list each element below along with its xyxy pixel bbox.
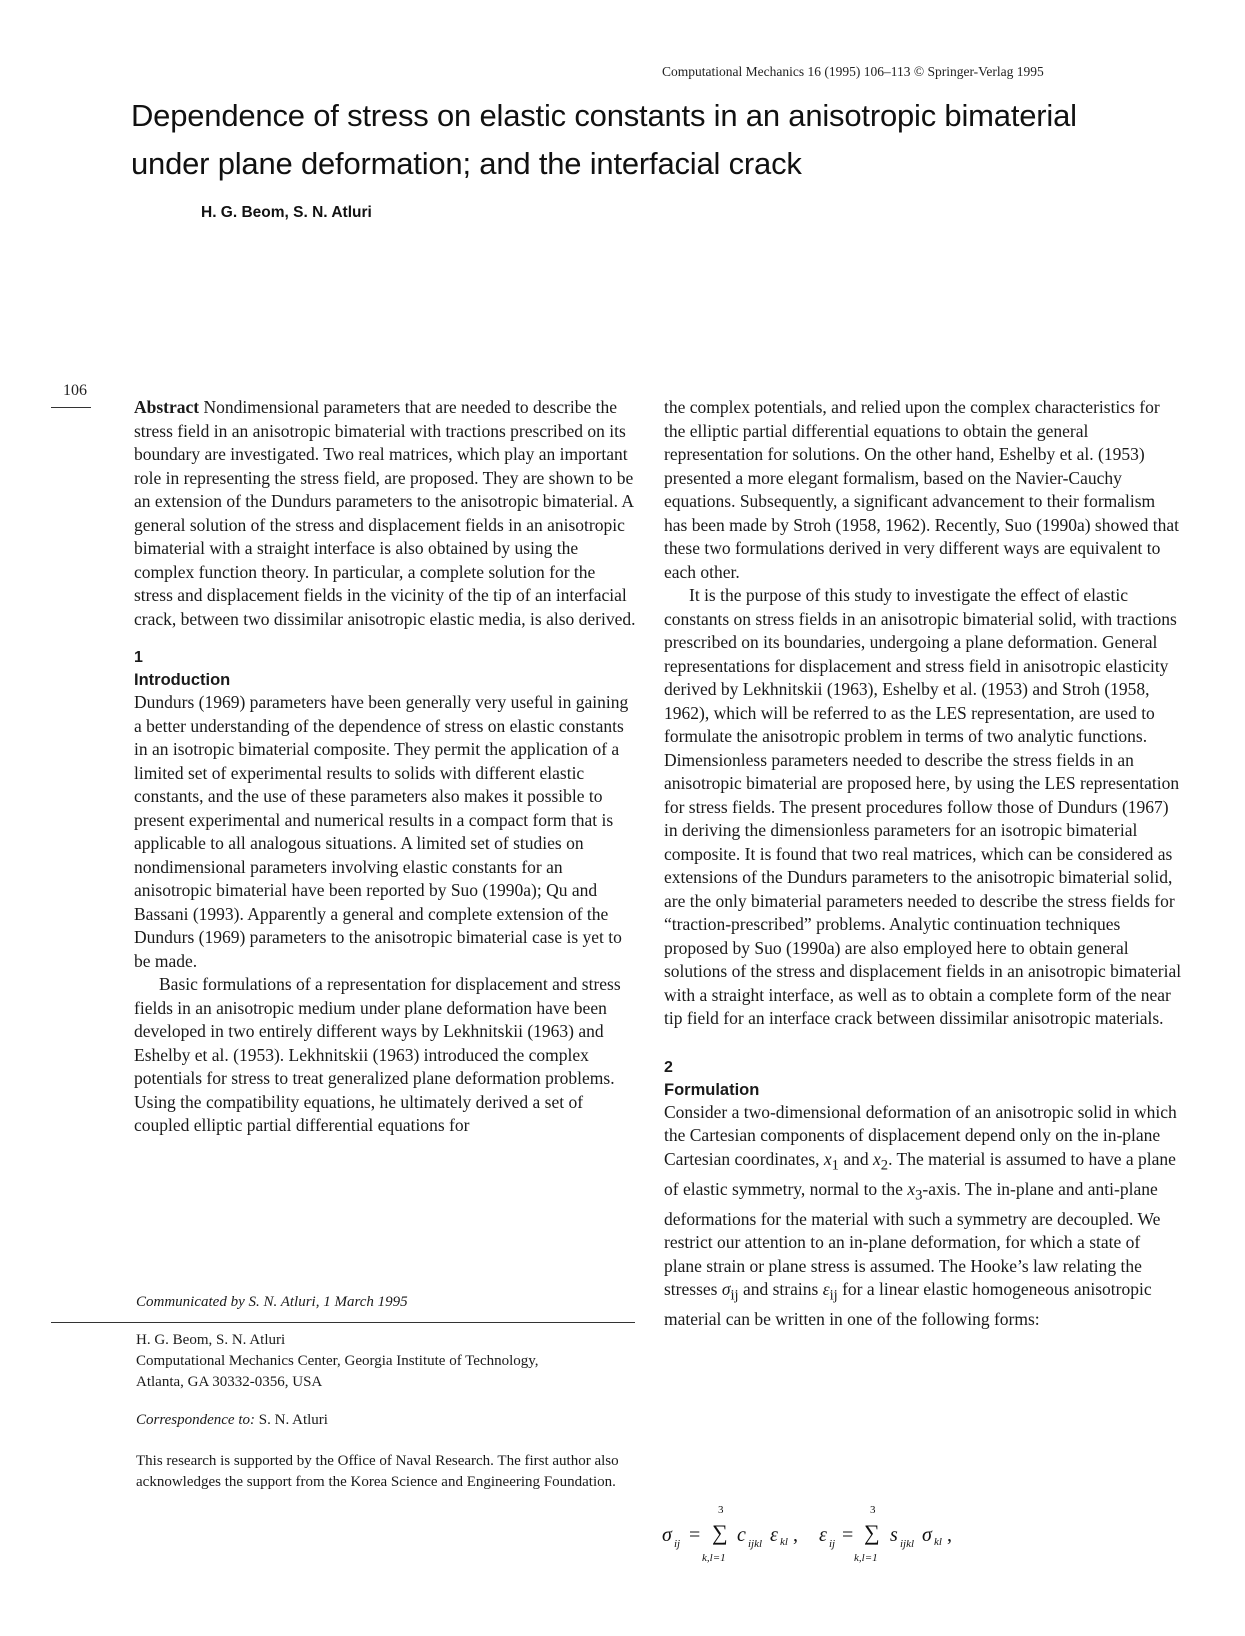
eq-equals-2: = bbox=[842, 1524, 854, 1546]
journal-citation: Computational Mechanics 16 (1995) 106–113 © Springer-Verlag 1995 bbox=[662, 64, 1044, 79]
var-x2-sub: 2 bbox=[880, 1157, 889, 1173]
eq-epsilon-term: ε bbox=[770, 1524, 778, 1546]
eq-lhs-sigma: σ bbox=[662, 1524, 672, 1546]
formulation-text-a: Consider a two-dimensional deformation of an anisotropic solid in which the Cartesian components of displacement depend only on the in-plane Cartesian coordinates, bbox=[664, 1101, 1177, 1169]
intro-paragraph-1: Dundurs (1969) parameters have been generally very useful in gaining a better understanding of the dependence of stress on elastic constants in an isotropic bimaterial composite. They permit the application of a limited set of experimental results to solids with different elastic constants, and the use of these parameters also makes it possible to present experimental and numerical results in a compact form that is applicable to all analogous situations. A limited set of studies on nondimensional parameters involving elastic constants for an anisotropic bimaterial have been reported by Suo (1990a); Qu and Bassani (1993). Apparently a general and complete extension of the Dundurs (1969) parameters to the anisotropic bimaterial case is yet to be made. bbox=[134, 692, 629, 971]
var-sigma-sub: ij bbox=[730, 1287, 739, 1304]
eq-sum-2: ∑ bbox=[864, 1520, 880, 1545]
abstract-text: Nondimensional parameters that are needed to describe the stress field in an anisotropic bimaterial with tractions prescribed on its boundary are investigated. Two real matrices, which play an important role in representing the stress field, are proposed. They are shown to be an extension of the Dundurs parameters to the anisotropic bimaterial. A general solution of the stress and displacement fields in an anisotropic bimaterial with a straight interface is also obtained by using the complex function theory. In particular, a complete solution for the stress and displacement fields in the vicinity of the tip of an interfacial crack, between two dissimilar anisotropic elastic media, is also derived. bbox=[134, 397, 636, 629]
formulation-and: and bbox=[838, 1148, 873, 1169]
var-x3: x bbox=[907, 1178, 916, 1199]
intro-paragraph-2-continued: the complex potentials, and relied upon the complex characteristics for the elliptic partial differential equations to obtain the general representation for solutions. On the other hand, Eshelby et al. (1953) presented a more elegant formalism, based on the Navier-Cauchy equations. Subsequently, a significant advancement to their formalism has been made by Stroh (1958, 1962). Recently, Suo (1990a) showed that these two formulations derived in very different ways are equivalent to each other. bbox=[664, 397, 1180, 582]
abstract bbox=[134, 396, 636, 631]
var-sigma: σ bbox=[721, 1279, 731, 1299]
var-x2: x bbox=[873, 1148, 881, 1169]
eq-epsilon-term-sub: kl bbox=[780, 1536, 788, 1548]
affiliation bbox=[136, 1330, 636, 1393]
formulation-text-d: for a linear elastic homogeneous anisotropic material can be written in one of the following forms: bbox=[664, 1279, 1152, 1329]
section-1-title: Introduction bbox=[134, 671, 231, 689]
var-epsilon-sub: ij bbox=[829, 1287, 838, 1304]
eq-comma-1: , bbox=[793, 1524, 798, 1546]
communicated-text: Communicated by S. N. Atluri, 1 March 1995 bbox=[136, 1294, 408, 1310]
page-number-rule bbox=[51, 407, 91, 408]
abstract-label: Abstract bbox=[134, 397, 200, 417]
eq-lhs-epsilon-sub: ij bbox=[829, 1538, 836, 1550]
affiliation-address: Atlanta, GA 30332-0356, USA bbox=[136, 1374, 323, 1390]
intro-paragraph-3: It is the purpose of this study to investigate the effect of elastic constants on stress fields in an anisotropic bimaterial solid, with tractions prescribed on its boundaries, undergoing a plane deformation. General representations for displacement and stress field in anisotropic elasticity derived by Lekhnitskii (1963), Eshelby et al. (1953) and Stroh (1958, 1962), which will be referred to as the LES representation, are used to formulate the anisotropic problem in terms of two analytic functions. Dimensionless parameters needed to describe the stress fields in an anisotropic bimaterial are proposed here, by using the LES representation for stress fields. The present procedures follow those of Dundurs (1967) in deriving the dimensionless parameters for an isotropic bimaterial composite. It is found that two real matrices, which can be considered as extensions of the Dundurs parameters to the anisotropic bimaterial solid, are the only bimaterial parameters needed to describe the stress fields for “traction-prescribed” problems. Analytic continuation techniques proposed by Suo (1990a) are also employed here to obtain general solutions of the stress and displacement fields in an anisotropic bimaterial with a straight interface, as well as to obtain a complete form of the near tip field for an interface crack between dissimilar anisotropic materials. bbox=[664, 585, 1182, 1028]
funding-note: This research is supported by the Office of Naval Research. The first author also acknowledges the support from the Korea Science and Engineering Foundation. bbox=[136, 1453, 619, 1490]
section-1-number: 1 bbox=[134, 649, 143, 666]
eq-sum-1: ∑ bbox=[712, 1520, 728, 1545]
section-2-number: 2 bbox=[664, 1058, 673, 1076]
paper-title: Dependence of stress on elastic constants in an anisotropic bimaterial under plane deformation; and the interfacial crack bbox=[131, 98, 1077, 181]
var-epsilon: ε bbox=[822, 1279, 830, 1299]
eq-lhs-epsilon: ε bbox=[819, 1524, 827, 1546]
correspondence bbox=[136, 1410, 636, 1431]
eq-c-term-sub: ijkl bbox=[748, 1538, 763, 1550]
eq-comma-2: , bbox=[947, 1524, 952, 1546]
affiliation-institution: Computational Mechanics Center, Georgia Institute of Technology, bbox=[136, 1353, 539, 1369]
formulation-and-strains: and strains bbox=[738, 1279, 823, 1299]
intro-paragraph-2: Basic formulations of a representation for displacement and stress fields in an anisotropic medium under plane deformation have been developed in two entirely different ways by Lekhnitskii (1963) and Eshelby et al. (1953). Lekhnitskii (1963) introduced the complex potentials for stress to treat generalized plane deformation problems. Using the compatibility equations, he ultimately derived a set of coupled elliptic partial differential equations for bbox=[134, 974, 621, 1135]
eq-sum-upper-1: 3 bbox=[718, 1504, 724, 1516]
var-x1: x bbox=[823, 1148, 832, 1169]
eq-c-term: c bbox=[737, 1524, 746, 1546]
eq-equals-1: = bbox=[689, 1524, 701, 1546]
correspondence-label: Correspondence to: bbox=[136, 1412, 256, 1428]
var-x1-sub: 1 bbox=[831, 1157, 839, 1173]
correspondence-name: S. N. Atluri bbox=[258, 1412, 328, 1428]
var-x3-sub: 3 bbox=[915, 1187, 923, 1203]
eq-sum-lower-1: k,l=1 bbox=[702, 1552, 726, 1564]
eq-sigma-term: σ bbox=[922, 1524, 932, 1546]
eq-sum-upper-2: 3 bbox=[870, 1504, 876, 1516]
formulation-paragraph-1 bbox=[664, 1101, 1182, 1332]
section-2-title: Formulation bbox=[664, 1080, 760, 1099]
eq-s-term: s bbox=[890, 1524, 898, 1546]
eq-s-term-sub: ijkl bbox=[900, 1538, 915, 1550]
eq-sigma-term-sub: kl bbox=[934, 1536, 942, 1548]
affiliation-names: H. G. Beom, S. N. Atluri bbox=[136, 1332, 286, 1348]
eq-sum-lower-2: k,l=1 bbox=[854, 1552, 878, 1564]
left-column bbox=[134, 396, 636, 1138]
right-column bbox=[664, 396, 1182, 1332]
formulation-text-b: . The material is assumed to have a plane of elastic symmetry, normal to the bbox=[664, 1148, 1176, 1199]
formulation-text-c: -axis. The in-plane and anti-plane deformations for the material with such a symmetry are decoupled. We restrict our attention to an in-plane deformation, for which a state of plane strain or plane stress is assumed. The Hooke’s law relating the stresses bbox=[664, 1178, 1161, 1299]
page-number: 106 bbox=[63, 382, 87, 399]
footnote-rule bbox=[51, 1322, 635, 1323]
hookes-law-equation bbox=[662, 1500, 1112, 1570]
eq-lhs-sigma-sub: ij bbox=[674, 1538, 681, 1550]
paper-authors: H. G. Beom, S. N. Atluri bbox=[201, 204, 372, 221]
communicated-note bbox=[136, 1292, 636, 1313]
